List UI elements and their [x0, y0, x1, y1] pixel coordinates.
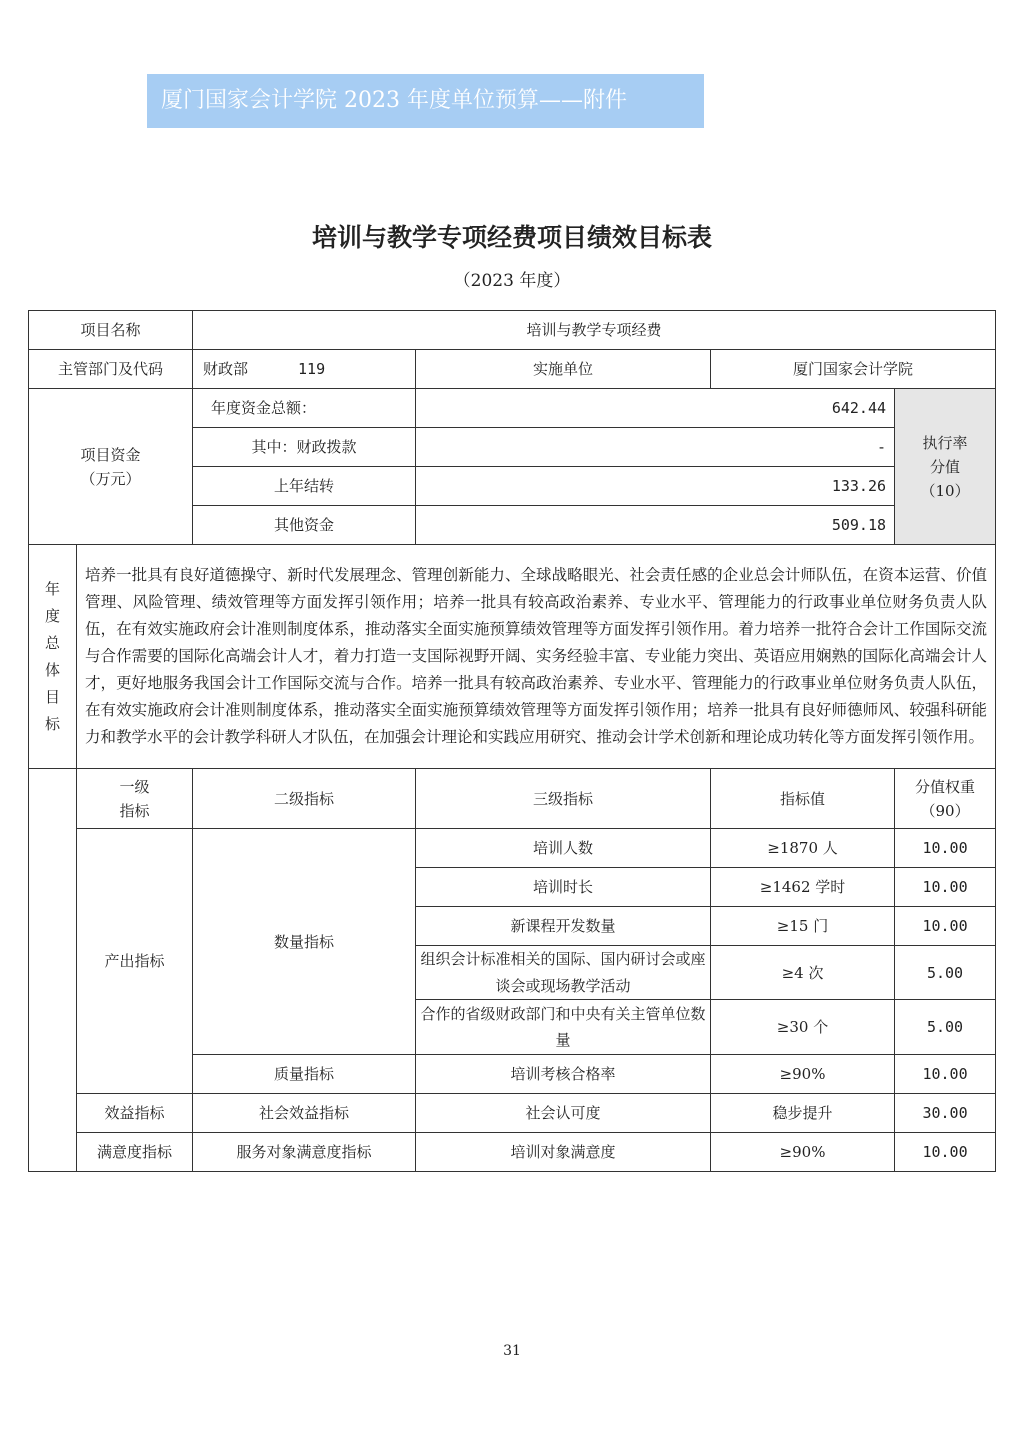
indicator-value: ≥1462 学时: [711, 868, 895, 907]
funds-label: [29, 389, 193, 545]
indicator-l3: 社会认可度: [416, 1094, 711, 1133]
page-title: 培训与教学专项经费项目绩效目标表: [311, 223, 712, 252]
indicator-value: ≥30 个: [711, 1000, 895, 1055]
header-value: 指标值: [711, 769, 895, 829]
indicator-header-row: [29, 769, 996, 829]
header-weight: [895, 769, 996, 829]
header-level1-line1: 一级: [119, 777, 150, 796]
indicator-weight: 5.00: [895, 946, 996, 1000]
satisfaction-indicator-label: 满意度指标: [77, 1133, 193, 1172]
social-benefit-label: 社会效益指标: [193, 1094, 416, 1133]
quantity-indicator-label: 数量指标: [193, 829, 416, 1055]
indicator-value: ≥1870 人: [711, 829, 895, 868]
indicator-left-margin: [29, 769, 77, 1172]
indicator-weight: 10.00: [895, 1133, 996, 1172]
page-number: 31: [503, 1343, 521, 1359]
service-satisfaction-label: 服务对象满意度指标: [193, 1133, 416, 1172]
funds-other-label: 其他资金: [193, 506, 416, 545]
funds-unit: （万元）: [80, 469, 141, 488]
indicator-row: [29, 1094, 996, 1133]
indicator-weight: 10.00: [895, 829, 996, 868]
annual-goal-label-char: 总: [44, 633, 60, 652]
execution-rate-cell: [895, 389, 996, 545]
indicator-weight: 10.00: [895, 868, 996, 907]
indicator-value: ≥90%: [711, 1133, 895, 1172]
indicator-l3: 培训人数: [416, 829, 711, 868]
implementing-unit-value: 厦门国家会计学院: [711, 350, 996, 389]
annual-goal-text: 培养一批具有良好道德操守、新时代发展理念、管理创新能力、全球战略眼光、社会责任感的企业总会计师队伍，在资本运营、价值管理、风险管理、绩效管理等方面发挥引领作用；培养一批具有较高政治素养、专业水平、管理能力的行政事业单位财务负责人队伍，在有效实施政府会计准则制度体系，推动落实全面实施预算绩效管理等方面发挥引领作用。着力培养一批符合会计工作国际交流与合作需要的国际化高端会计人才，着力打造一支国际视野开阔、实务经验丰富、专业能力突出、英语应用娴熟的国际化高端会计人才，更好地服务我国会计工作国际交流与合作。培养一批具有较高政治素养、专业水平、管理能力的行政事业单位财务负责人队伍，在有效实施政府会计准则制度体系，推动落实全面实施预算绩效管理等方面发挥引领作用；培养一批具有良好师德师风、较强科研能力和教学水平的会计教学科研人才队伍，在加强会计理论和实践应用研究、推动会计学术创新和理论成功转化等方面发挥引领作用。: [77, 545, 996, 769]
indicator-row: [29, 1133, 996, 1172]
output-indicator-label: 产出指标: [77, 829, 193, 1094]
project-name-row: [29, 311, 996, 350]
execution-rate-score: （10）: [920, 481, 970, 500]
score-label: 分值: [930, 457, 961, 476]
annual-goal-label: [29, 545, 77, 769]
indicator-l3: 合作的省级财政部门和中央有关主管单位数量: [416, 1000, 711, 1055]
funds-other-value: 509.18: [416, 506, 895, 545]
indicator-value: ≥15 门: [711, 907, 895, 946]
indicator-row: [29, 829, 996, 868]
indicator-l3: 培训对象满意度: [416, 1133, 711, 1172]
funds-row: [29, 389, 996, 428]
department-label: 主管部门及代码: [29, 350, 193, 389]
header-level2: 二级指标: [193, 769, 416, 829]
quality-indicator-label: 质量指标: [193, 1055, 416, 1094]
annual-goal-label-char: 目: [44, 687, 60, 706]
indicator-l3: 培训考核合格率: [416, 1055, 711, 1094]
funds-fiscal-label: 其中：财政拨款: [193, 428, 416, 467]
department-value: [193, 350, 416, 389]
department-row: [29, 350, 996, 389]
annual-goal-label-char: 度: [44, 606, 60, 625]
document-banner: 厦门国家会计学院 2023 年度单位预算——附件: [147, 74, 704, 128]
header-weight-line1: 分值权重: [915, 777, 976, 796]
page-subtitle: （2023 年度）: [453, 271, 571, 291]
annual-goal-label-char: 体: [44, 660, 60, 679]
benefit-indicator-label: 效益指标: [77, 1094, 193, 1133]
funds-carryover-label: 上年结转: [193, 467, 416, 506]
indicator-weight: 30.00: [895, 1094, 996, 1133]
funds-total-value: 642.44: [416, 389, 895, 428]
annual-goal-label-char: 标: [44, 714, 60, 733]
indicator-weight: 10.00: [895, 1055, 996, 1094]
header-weight-line2: （90）: [920, 801, 970, 820]
department-code: 119: [298, 360, 326, 378]
funds-total-label: 年度资金总额：: [193, 389, 416, 428]
indicator-l3: 新课程开发数量: [416, 907, 711, 946]
funds-carryover-value: 133.26: [416, 467, 895, 506]
indicator-value: 稳步提升: [711, 1094, 895, 1133]
annual-goal-label-char: 年: [44, 579, 60, 598]
indicator-l3: 组织会计标准相关的国际、国内研讨会或座谈会或现场教学活动: [416, 946, 711, 1000]
implementing-unit-label: 实施单位: [416, 350, 711, 389]
project-name-value: 培训与教学专项经费: [193, 311, 996, 350]
indicator-value: ≥4 次: [711, 946, 895, 1000]
indicator-weight: 5.00: [895, 1000, 996, 1055]
execution-rate-label: 执行率: [922, 433, 968, 452]
performance-target-table: [28, 310, 996, 1172]
indicator-l3: 培训时长: [416, 868, 711, 907]
department-name: 财政部: [203, 360, 249, 378]
header-level3: 三级指标: [416, 769, 711, 829]
header-level1-line2: 指标: [119, 801, 150, 820]
funds-label-text: 项目资金: [80, 445, 141, 464]
indicator-value: ≥90%: [711, 1055, 895, 1094]
annual-goal-row: [29, 545, 996, 769]
header-level1: [77, 769, 193, 829]
indicator-weight: 10.00: [895, 907, 996, 946]
project-name-label: 项目名称: [29, 311, 193, 350]
funds-fiscal-value: -: [416, 428, 895, 467]
